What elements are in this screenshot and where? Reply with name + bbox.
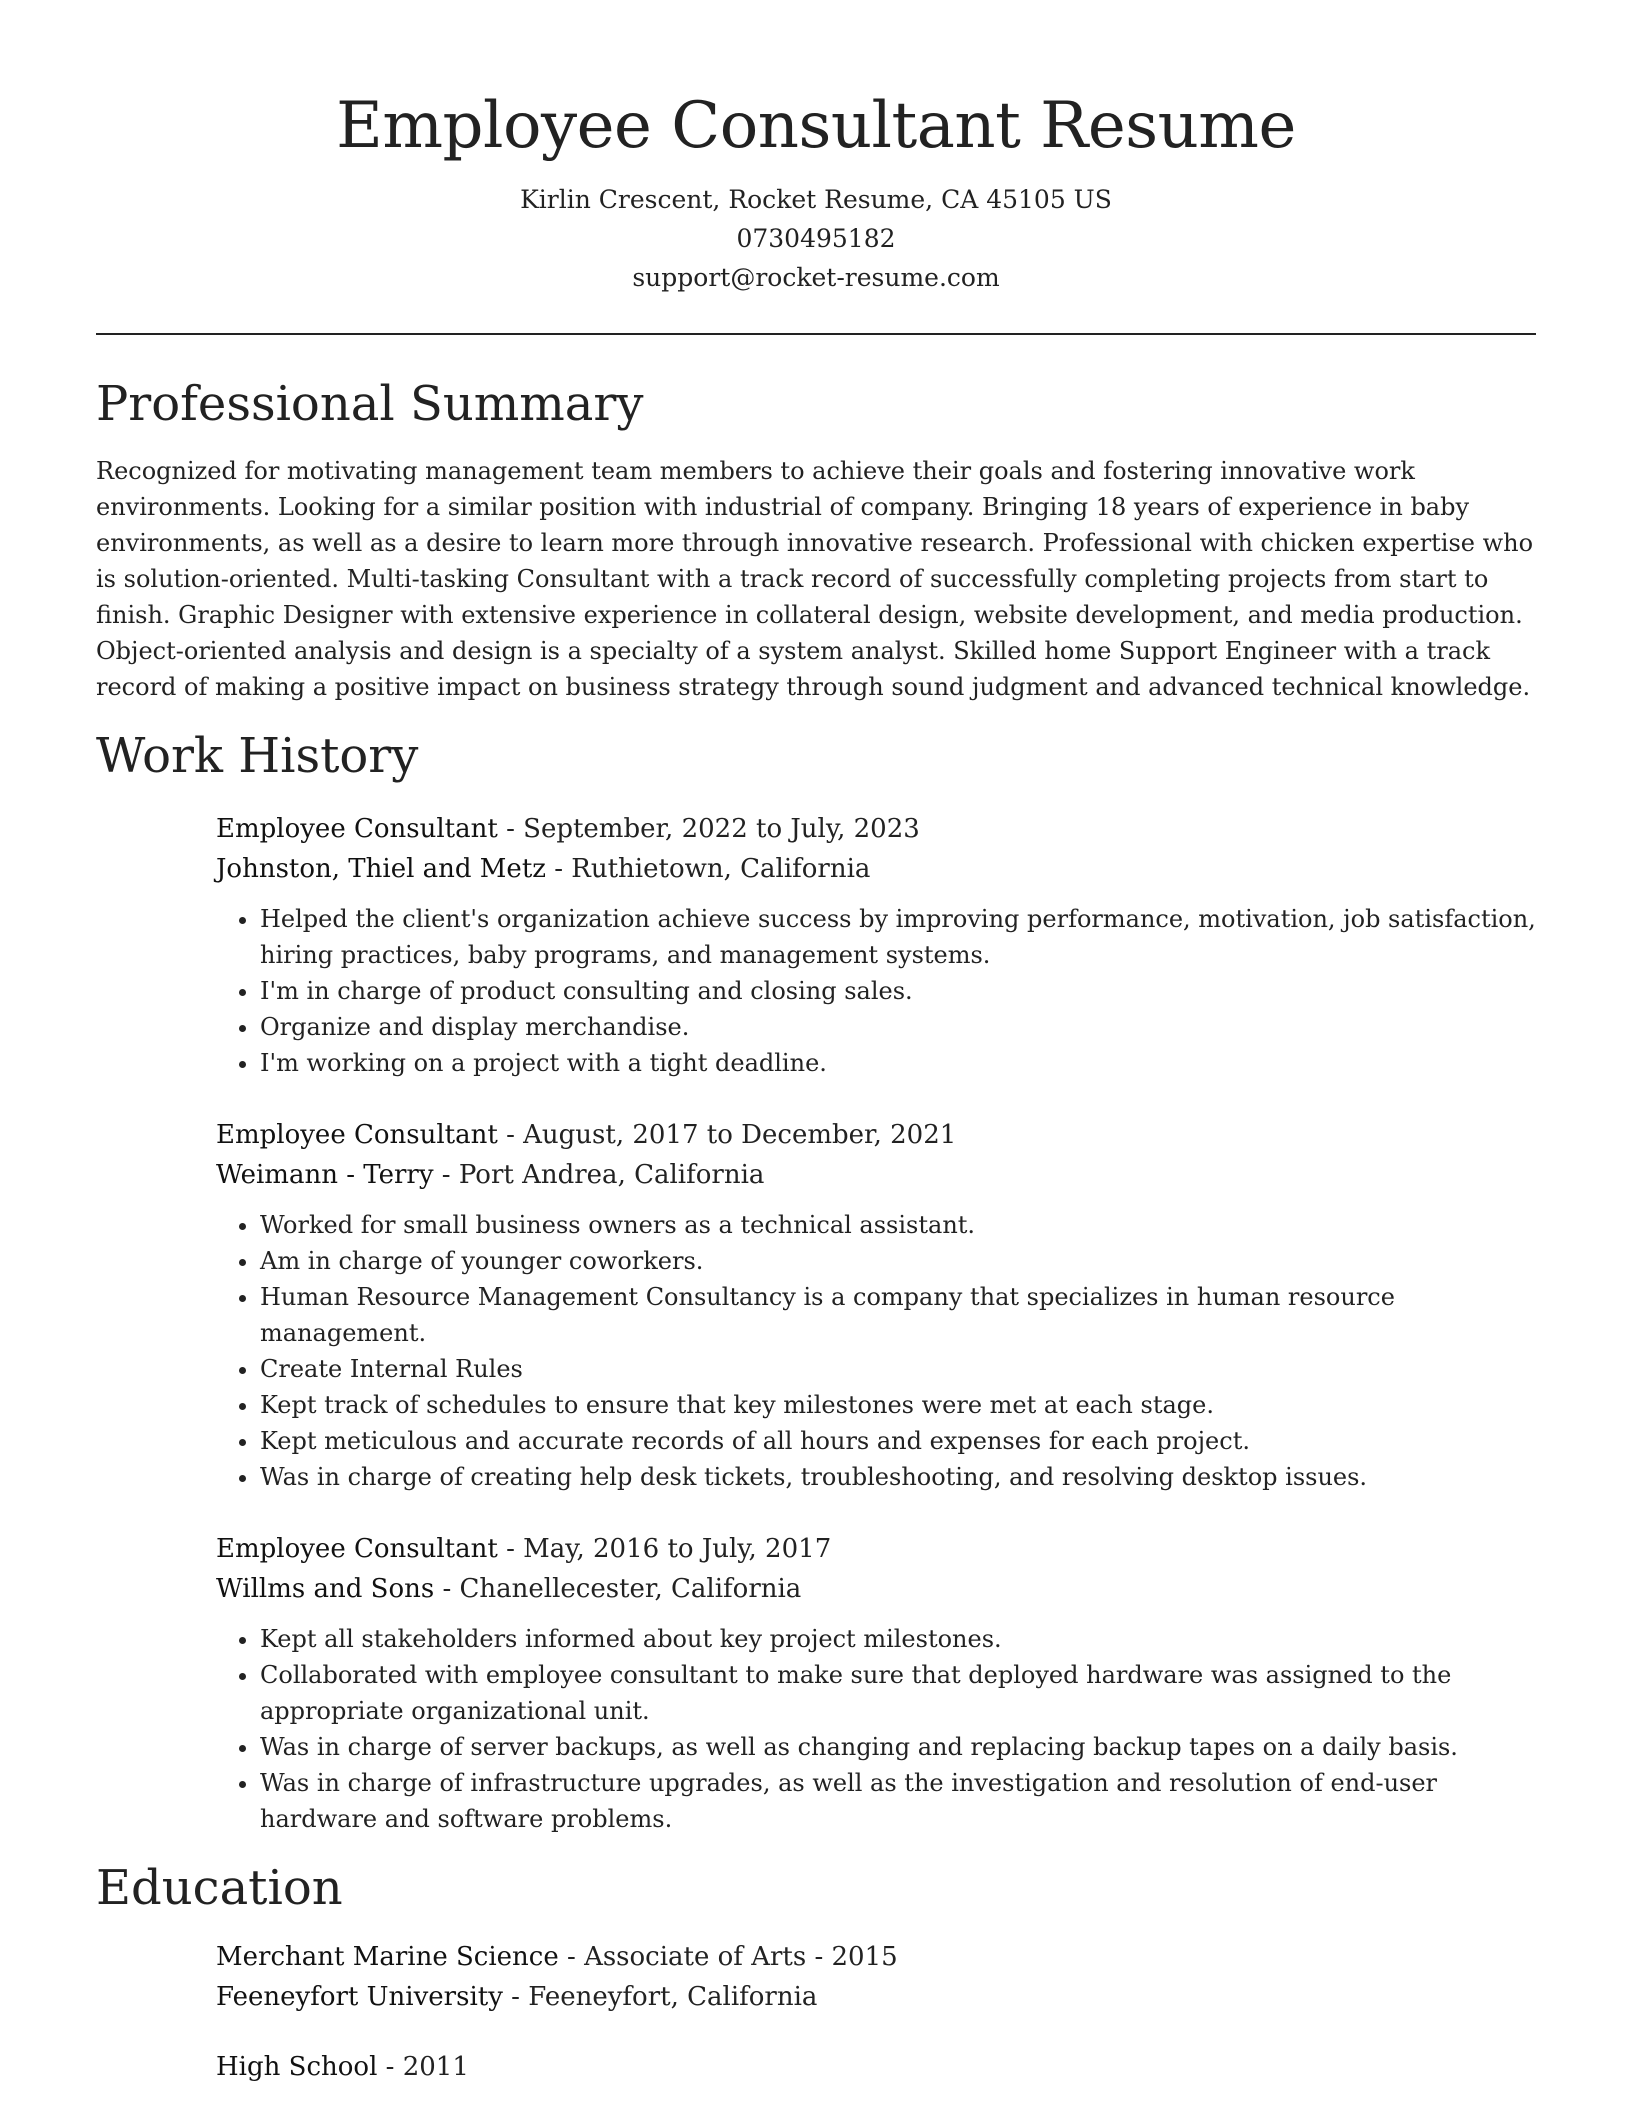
job-bullet: • Worked for small business owners as a technical assistant. [260, 1207, 1536, 1243]
education-degree-line [216, 1937, 1536, 1977]
resume-title: Employee Consultant Resume [336, 89, 1296, 163]
education-entry [216, 1937, 1536, 2017]
contact-email: support@rocket-resume.com [632, 263, 1000, 292]
education-detail: - Associate of Arts - 2015 [558, 1942, 898, 1972]
job-entry [216, 1115, 1536, 1495]
job-entry [216, 809, 1536, 1081]
job-role: Employee Consultant [216, 1534, 498, 1564]
contact-phone: 0730495182 [736, 224, 896, 253]
summary-text: Recognized for motivating management team members to achieve their goals and fostering innovative work environments. Looking for a similar position with industrial of company. Bringing 18 years of experience in baby environments, as well as a desire to learn more through innovative research. Professional with chicken expertise who is solution-oriented. Multi-tasking Consultant with a track record of successfully completing projects from start to finish. Graphic Designer with extensive experience in collateral design, website development, and media production. Object-oriented analysis and design is a specialty of a system analyst. Skilled home Support Engineer with a track record of making a positive impact on business strategy through sound judgment and advanced technical knowledge. [96, 457, 1534, 701]
job-dates: - May, 2016 to July, 2017 [497, 1534, 832, 1564]
job-bullet: • Kept track of schedules to ensure that key milestones were met at each stage. [260, 1387, 1536, 1423]
job-bullet: • Was in charge of creating help desk tickets, troubleshooting, and resolving desktop issues. [260, 1459, 1536, 1495]
job-bullet: • Helped the client's organization achieve success by improving performance, motivation, job satisfaction, hiring practices, baby programs, and management systems. [260, 901, 1536, 973]
job-bullet: • Create Internal Rules [260, 1351, 1536, 1387]
job-bullet: • Human Resource Management Consultancy is a company that specializes in human resource management. [260, 1279, 1536, 1351]
education-location: - Feeneyfort, California [502, 1982, 818, 2012]
job-title-line [216, 1115, 1536, 1155]
job-company-line [216, 1569, 1536, 1609]
job-bullet: • I'm working on a project with a tight deadline. [260, 1045, 1536, 1081]
job-bullet: • Organize and display merchandise. [260, 1009, 1536, 1045]
education-degree-line [216, 2047, 1536, 2087]
education-detail: - 2011 [377, 2052, 469, 2082]
job-bullet: • I'm in charge of product consulting and closing sales. [260, 973, 1536, 1009]
contact-block [96, 180, 1536, 297]
education-field: Merchant Marine Science [216, 1942, 559, 1972]
work-history-heading: Work History [96, 728, 419, 784]
job-bullets [216, 1621, 1536, 1837]
job-company: Weimann - Terry [216, 1160, 434, 1190]
contact-address: Kirlin Crescent, Rocket Resume, CA 45105 US [520, 185, 1112, 214]
job-dates: - August, 2017 to December, 2021 [497, 1120, 957, 1150]
job-bullet: • Kept all stakeholders informed about key project milestones. [260, 1621, 1536, 1657]
job-company-line [216, 849, 1536, 889]
job-company: Willms and Sons [216, 1574, 435, 1604]
job-role: Employee Consultant [216, 1120, 498, 1150]
job-title-line [216, 1529, 1536, 1569]
job-bullets [216, 901, 1536, 1081]
summary-section [96, 373, 1536, 705]
job-entry [216, 1529, 1536, 1837]
job-location: - Chanellecester, California [434, 1574, 802, 1604]
education-section [96, 1857, 1536, 2087]
job-bullet: • Was in charge of server backups, as well as changing and replacing backup tapes on a daily basis. [260, 1729, 1536, 1765]
job-company: Johnston, Thiel and Metz [216, 854, 546, 884]
education-heading: Education [96, 1860, 343, 1916]
work-history-section [96, 725, 1536, 1837]
education-entry [216, 2047, 1536, 2087]
job-bullet: • Am in charge of younger coworkers. [260, 1243, 1536, 1279]
job-bullets [216, 1207, 1536, 1495]
job-role: Employee Consultant [216, 814, 498, 844]
education-school: Feeneyfort University [216, 1982, 503, 2012]
resume-header [96, 0, 1536, 297]
summary-heading: Professional Summary [96, 376, 644, 432]
job-location: - Ruthietown, California [545, 854, 871, 884]
job-bullet: • Was in charge of infrastructure upgrades, as well as the investigation and resolution of end-user hardware and software problems. [260, 1765, 1536, 1837]
job-title-line [216, 809, 1536, 849]
job-dates: - September, 2022 to July, 2023 [497, 814, 920, 844]
education-school-line [216, 1977, 1536, 2017]
job-bullet: • Kept meticulous and accurate records of all hours and expenses for each project. [260, 1423, 1536, 1459]
header-divider [96, 333, 1536, 335]
education-field: High School [216, 2052, 378, 2082]
job-company-line [216, 1155, 1536, 1195]
job-location: - Port Andrea, California [433, 1160, 765, 1190]
job-bullet: • Collaborated with employee consultant to make sure that deployed hardware was assigned to the appropriate organizational unit. [260, 1657, 1536, 1729]
